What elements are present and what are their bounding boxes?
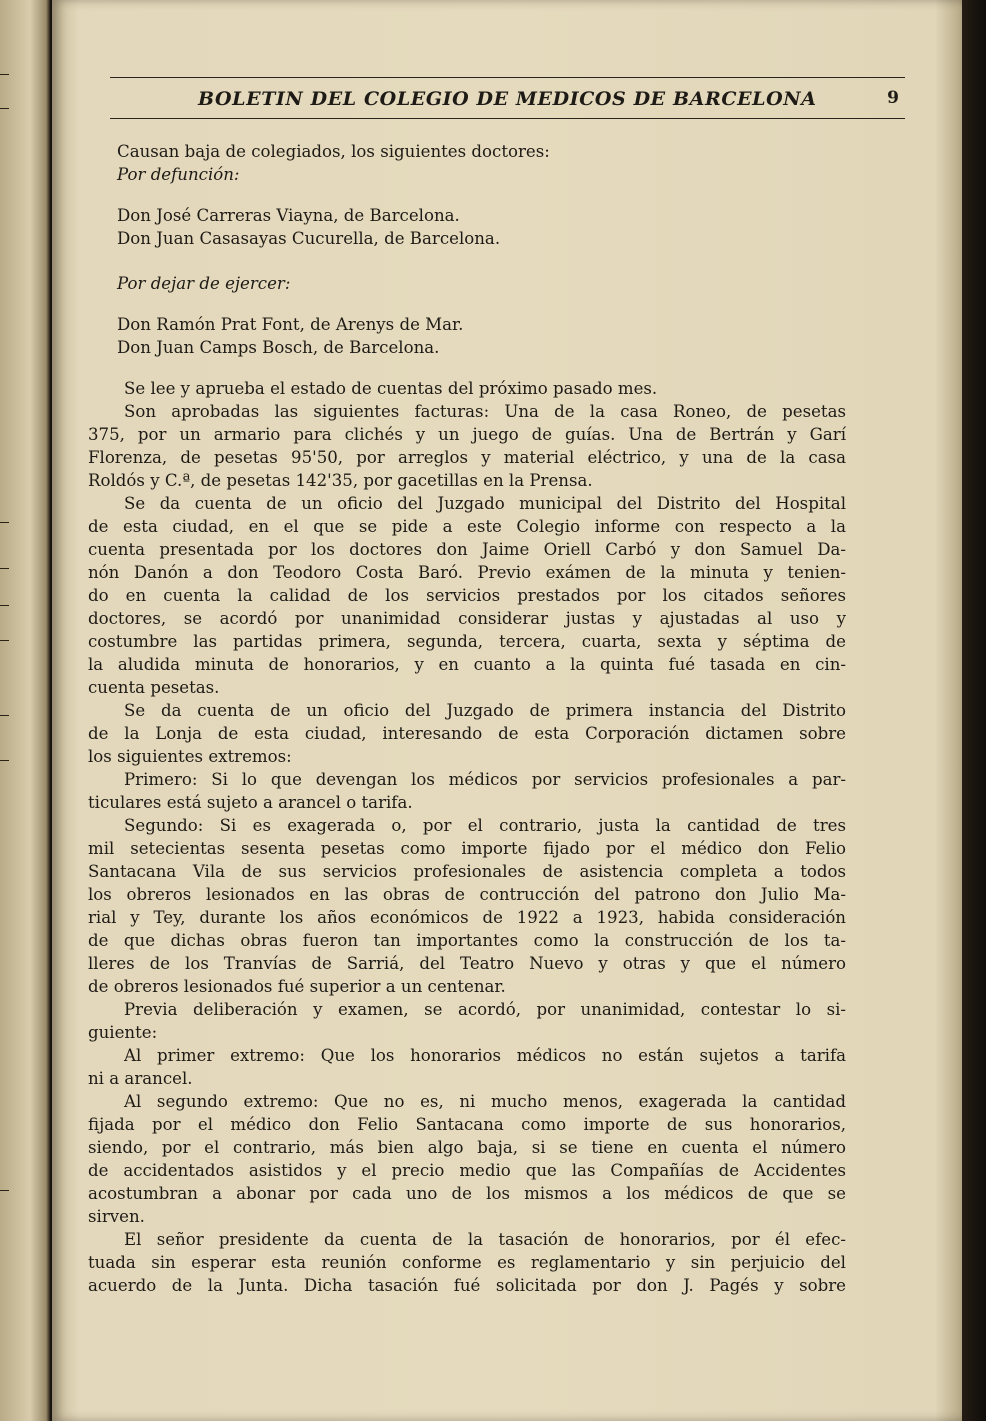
text-line: Al segundo extremo: Que no es, ni mucho menos, exagerada la cantidad: [124, 1092, 846, 1111]
text-line: Son aprobadas las siguientes facturas: Una de la casa Roneo, de pesetas: [124, 402, 846, 421]
text-line: Primero: Si lo que devengan los médicos por servicios profesionales a par-: [124, 770, 846, 789]
text-line: Previa deliberación y examen, se acordó, por unanimidad, contestar lo si-: [124, 1000, 846, 1019]
edge-mark: [0, 760, 9, 761]
text-line: los siguientes extremos:: [88, 747, 292, 766]
text-line: cuenta presentada por los doctores don Jaime Oriell Carbó y don Samuel Da-: [88, 540, 846, 559]
document-page: [52, 0, 962, 1421]
text-line: 375, por un armario para clichés y un juego de guías. Una de Bertrán y Garí: [88, 425, 846, 444]
book-edge: [962, 0, 986, 1421]
edge-mark: [0, 74, 9, 75]
text-line: ticulares está sujeto a arancel o tarifa.: [88, 793, 413, 812]
text-line: siendo, por el contrario, más bien algo baja, si se tiene en cuenta el número: [88, 1138, 846, 1157]
list-item-defuncion: Don José Carreras Viayna, de Barcelona.: [117, 206, 460, 225]
text-line: sirven.: [88, 1207, 145, 1226]
text-line: mil setecientas sesenta pesetas como importe fijado por el médico don Felio: [88, 839, 846, 858]
text-line: Se da cuenta de un oficio del Juzgado municipal del Distrito del Hospital: [124, 494, 846, 513]
text-line: los obreros lesionados en las obras de contrucción del patrono don Julio Ma-: [88, 885, 846, 904]
text-line: rial y Tey, durante los años económicos de 1922 a 1923, habida consideración: [88, 908, 846, 927]
text-line: costumbre las partidas primera, segunda, tercera, cuarta, sexta y séptima de: [88, 632, 846, 651]
text-line: Se lee y aprueba el estado de cuentas del próximo pasado mes.: [124, 379, 658, 398]
text-line: de obreros lesionados fué superior a un centenar.: [88, 977, 506, 996]
edge-mark: [0, 522, 9, 523]
list-item-dejar-de-ejercer: Don Juan Camps Bosch, de Barcelona.: [117, 338, 440, 357]
text-line: cuenta pesetas.: [88, 678, 220, 697]
text-line: de esta ciudad, en el que se pide a este Colegio informe con respecto a la: [88, 517, 846, 536]
edge-mark: [0, 1190, 9, 1191]
edge-mark: [0, 640, 9, 641]
edge-mark: [0, 715, 9, 716]
intro-line: Causan baja de colegiados, los siguientes doctores:: [117, 142, 550, 161]
text-line: acostumbran a abonar por cada uno de los mismos a los médicos de que se: [88, 1184, 846, 1203]
text-line: de accidentados asistidos y el precio medio que las Compañías de Accidentes: [88, 1161, 846, 1180]
text-line: ni a arancel.: [88, 1069, 193, 1088]
text-line: Florenza, de pesetas 95'50, por arreglos y material eléctrico, y una de la casa: [88, 448, 846, 467]
text-line: la aludida minuta de honorarios, y en cuanto a la quinta fué tasada en cin-: [88, 655, 846, 674]
text-line: guiente:: [88, 1023, 158, 1042]
text-line: doctores, se acordó por unanimidad considerar justas y ajustadas al uso y: [88, 609, 846, 628]
running-header: [110, 77, 905, 119]
text-line: fijada por el médico don Felio Santacana como importe de sus honorarios,: [88, 1115, 846, 1134]
text-line: Se da cuenta de un oficio del Juzgado de primera instancia del Distrito: [124, 701, 846, 720]
section-heading-dejar-de-ejercer: Por dejar de ejercer:: [117, 274, 291, 293]
text-line: Al primer extremo: Que los honorarios médicos no están sujetos a tarifa: [124, 1046, 846, 1065]
journal-title: BOLETIN DEL COLEGIO DE MEDICOS DE BARCELONA: [198, 88, 817, 110]
text-line: tuada sin esperar esta reunión conforme es reglamentario y sin perjuicio del: [88, 1253, 846, 1272]
edge-mark: [0, 605, 9, 606]
list-item-defuncion: Don Juan Casasayas Cucurella, de Barcelona.: [117, 229, 501, 248]
page-content: [88, 140, 846, 1297]
minutes-text: [88, 377, 846, 1297]
edge-mark: [0, 108, 9, 109]
text-line: lleres de los Tranvías de Sarriá, del Teatro Nuevo y otras y que el número: [88, 954, 846, 973]
text-line: Santacana Vila de sus servicios profesionales de asistencia completa a todos: [88, 862, 846, 881]
text-line: de que dichas obras fueron tan importantes como la construcción de los ta-: [88, 931, 846, 950]
text-line: Roldós y C.ª, de pesetas 142'35, por gacetillas en la Prensa.: [88, 471, 593, 490]
section-heading-defuncion: Por defunción:: [117, 165, 240, 184]
text-line: Segundo: Si es exagerada o, por el contrario, justa la cantidad de tres: [124, 816, 846, 835]
text-line: do en cuenta la calidad de los servicios prestados por los citados señores: [88, 586, 846, 605]
page-number: 9: [887, 88, 899, 108]
previous-page-edge: [0, 0, 50, 1421]
text-line: acuerdo de la Junta. Dicha tasación fué solicitada por don J. Pagés y sobre: [88, 1276, 846, 1295]
text-line: nón Danón a don Teodoro Costa Baró. Previo exámen de la minuta y tenien-: [88, 563, 846, 582]
text-line: El señor presidente da cuenta de la tasación de honorarios, por él efec-: [124, 1230, 846, 1249]
list-item-dejar-de-ejercer: Don Ramón Prat Font, de Arenys de Mar.: [117, 315, 464, 334]
edge-mark: [0, 568, 9, 569]
text-line: de la Lonja de esta ciudad, interesando de esta Corporación dictamen sobre: [88, 724, 846, 743]
